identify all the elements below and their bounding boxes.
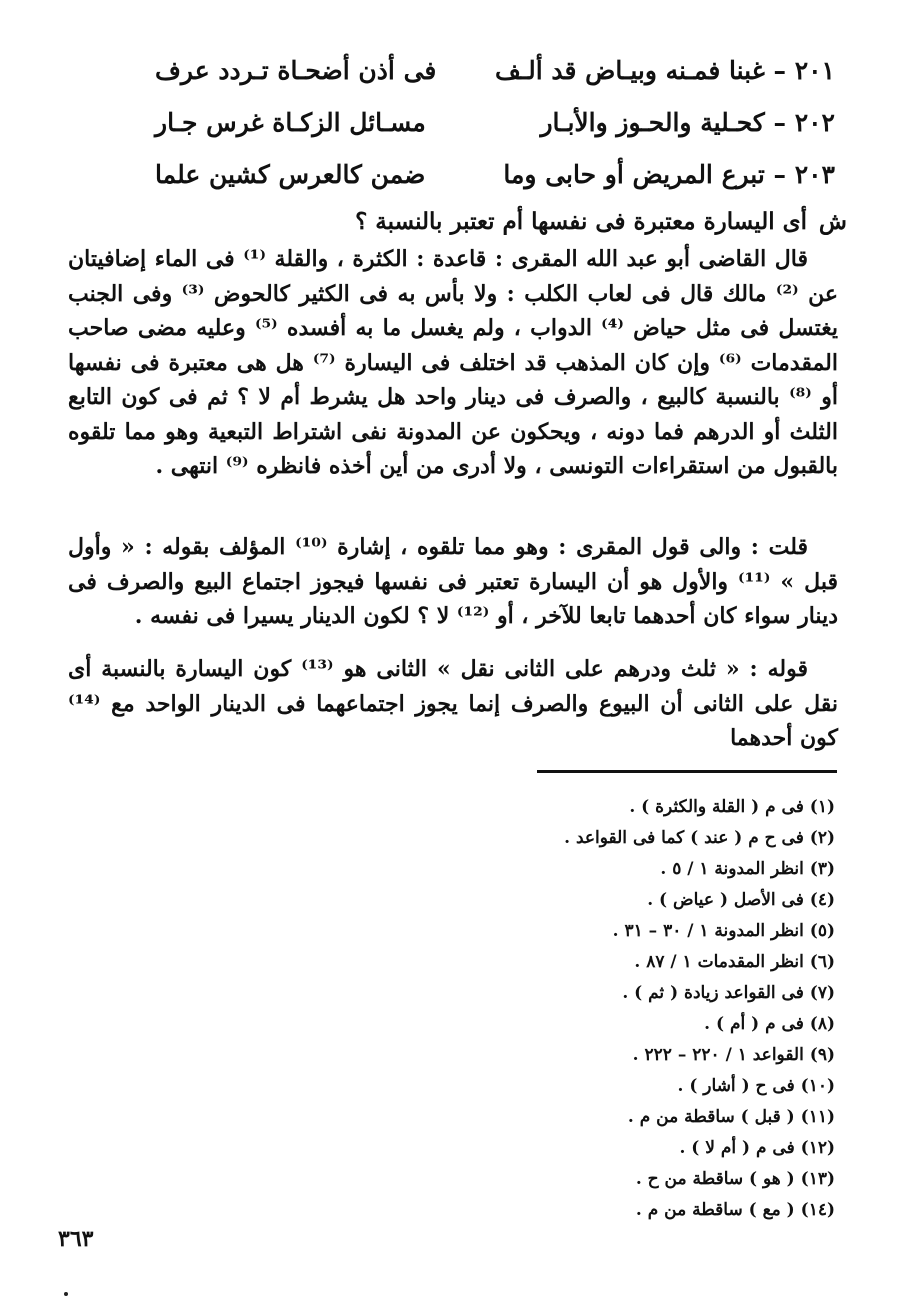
footnote-item: (١٢) فى م ( أم لا ) . [679, 1138, 835, 1158]
verse-first-hemistich: ٢٠١ – غبنا فمـنه وبيـاض قد ألـف [494, 56, 835, 85]
verse-line-202 [155, 108, 835, 148]
verse-second-hemistich: ضمن كالعرس كشين علما [155, 160, 426, 189]
footnote-item: (١١) ( قبل ) ساقطة من م . [627, 1107, 835, 1127]
footnote-item: (٨) فى م ( أم ) . [704, 1014, 835, 1034]
footnote-item: (٢) فى ح م ( عند ) كما فى القواعد . [564, 828, 835, 848]
verse-second-hemistich: مسـائل الزكـاة غرس جـار [155, 108, 426, 137]
verse-line-201 [155, 56, 835, 96]
paragraph-quote-maqqari [68, 242, 838, 484]
footnote-divider [537, 770, 837, 773]
page-number: ٣٦٣ [58, 1226, 94, 1252]
question-title: أى اليسارة معتبرة فى نفسها أم تعتبر بالنسبة ؟ [355, 208, 807, 235]
footnote-item: (١٤) ( مع ) ساقطة من م . [635, 1200, 835, 1220]
commentary-marker: ش [818, 208, 847, 235]
footnote-item: (٧) فى القواعد زيادة ( ثم ) . [622, 983, 835, 1003]
footnote-item: (١٣) ( هو ) ساقطة من ح . [635, 1169, 835, 1189]
paragraph-text: قلت : والى قول المقرى : وهو مما تلقوه ، إشارة ⁽¹⁰⁾ المؤلف بقوله : « وأول قبل » ⁽¹¹⁾ والأول هو أن اليسارة تعتبر فى نفسها فيجوز اجتماع البيع والصرف فى دينار سواء كان أحدهما تابعا للآخر ، أو ⁽¹²⁾ لا ؟ لكون الدينار يسيرا فى نفسه . [68, 534, 838, 629]
footnote-item: (٦) انظر المقدمات ١ / ٨٧ . [634, 952, 835, 972]
commentary-heading [67, 208, 847, 244]
footnote-item: (١٠) فى ح ( أشار ) . [677, 1076, 835, 1096]
paragraph-qult [68, 530, 838, 634]
paragraph-text: قوله : « ثلث ودرهم على الثانى نقل » الثانى هو ⁽¹³⁾ كون اليسارة بالنسبة أى نقل على الثانى أن البيوع والصرف إنما يجوز اجتماعهما فى الدينار الواحد مع ⁽¹⁴⁾ كون أحدهما [68, 656, 838, 751]
paragraph-text: قال القاضى أبو عبد الله المقرى : قاعدة : الكثرة ، والقلة ⁽¹⁾ فى الماء إضافيتان عن ⁽²⁾ مالك قال فى لعاب الكلب : ولا بأس به فى الكثير كالحوض ⁽³⁾ وفى الجنب يغتسل فى مثل حياض ⁽⁴⁾ الدواب ، ولم يغسل ما به أفسده ⁽⁵⁾ وعليه مضى صاحب المقدمات ⁽⁶⁾ وإن كان المذهب قد اختلف فى اليسارة ⁽⁷⁾ هل هى معتبرة فى نفسها أو ⁽⁸⁾ بالنسبة كالبيع ، والصرف فى دينار واحد هل يشرط أم لا ؟ ثم فى كون التابع الثلث أو الدرهم فما دونه ، ويحكون عن المدونة نفى اشتراط التبعية وهو مما تلقوه بالقبول من استقراءات التونسى ، ولا أدرى من أين أخذه فانظره ⁽⁹⁾ انتهى . [68, 246, 839, 479]
footnote-item: (٣) انظر المدونة ١ / ٥ . [660, 859, 835, 879]
footnotes-list [335, 792, 835, 1226]
footnote-item: (٥) انظر المدونة ١ / ٣٠ – ٣١ . [612, 921, 835, 941]
verse-first-hemistich: ٢٠٣ – تبرع المريض أو حابى وما [503, 160, 835, 189]
verse-first-hemistich: ٢٠٢ – كحـلية والحـوز والأبـار [540, 108, 835, 137]
verse-second-hemistich: فى أذن أضحـاة تـردد عرف [155, 56, 437, 85]
verse-line-203 [155, 160, 835, 200]
paragraph-qawluhu [68, 652, 838, 756]
footnote-item: (٩) القواعد ١ / ٢٢٠ – ٢٢٢ . [632, 1045, 835, 1065]
footnote-item: (٤) فى الأصل ( عياض ) . [647, 890, 835, 910]
footnote-item: (١) فى م ( القلة والكثرة ) . [629, 797, 835, 817]
speck-mark [64, 1292, 68, 1296]
